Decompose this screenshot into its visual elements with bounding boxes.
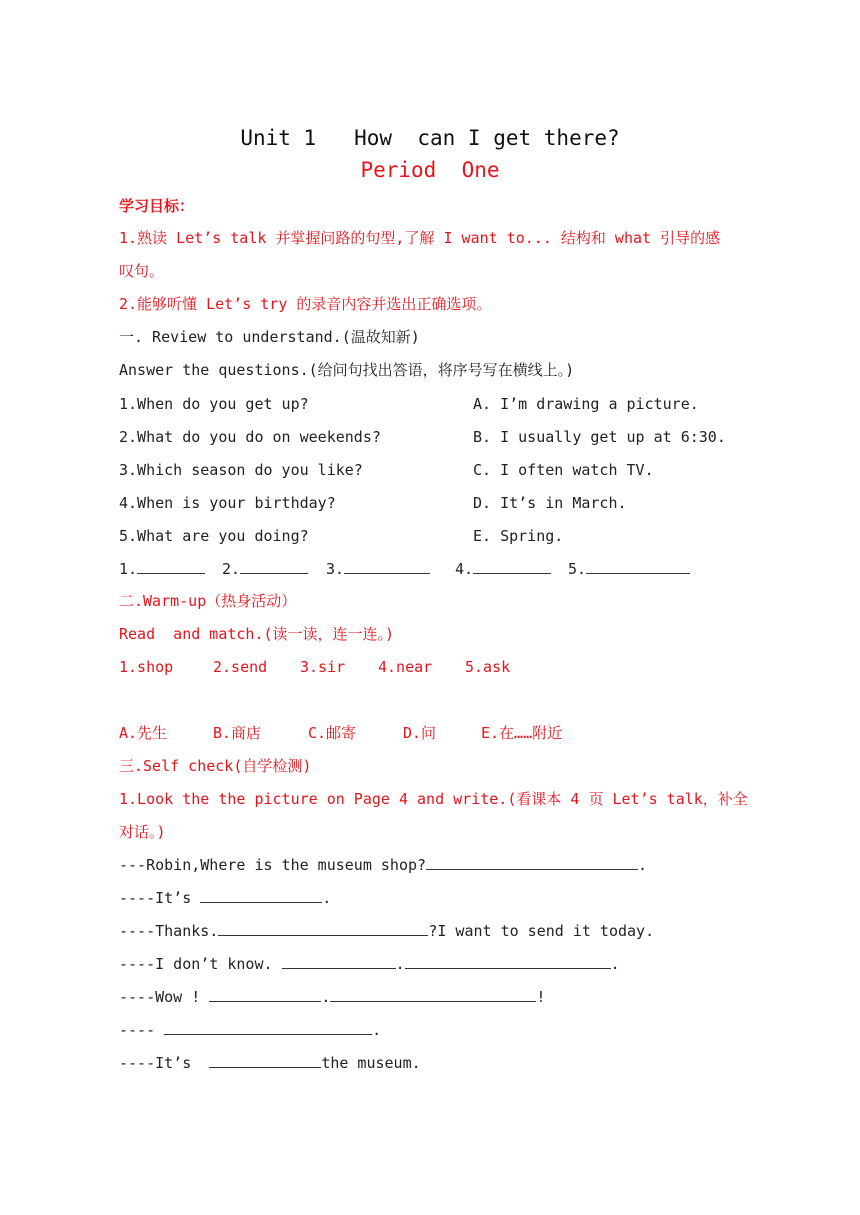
section3-instruction: 1.Look the the picture on Page 4 and write.(看课本 4 页 Let’s talk，补全 [119, 790, 748, 808]
word-5: 5.ask [465, 658, 511, 676]
answer-blank-5[interactable] [568, 559, 690, 579]
objectives-heading: 学习目标： [119, 197, 195, 215]
dialogue-line-2 [119, 888, 331, 908]
section3-instruction-cont: 对话。) [119, 823, 166, 841]
dialogue-line-6 [119, 1020, 381, 1040]
section1-heading: 一. Review to understand.(温故知新) [119, 328, 420, 346]
dialogue-text: ----I don’t know. [119, 955, 282, 973]
dialogue-line-5 [119, 987, 545, 1007]
question-3: 3.Which season do you like? [119, 461, 363, 479]
answer-b: B. I usually get up at 6:30. [473, 428, 726, 446]
word-2: 2.send [213, 658, 268, 676]
section2-instruction: Read and match.(读一读，连一连。) [119, 625, 395, 643]
dialogue-text: . [638, 856, 648, 874]
dialogue-text: . [395, 955, 405, 973]
meaning-a: A.先生 [119, 724, 168, 742]
question-2: 2.What do you do on weekends? [119, 428, 381, 446]
fill-blank[interactable] [209, 987, 321, 1002]
dialogue-line-1 [119, 855, 647, 875]
meaning-e: E.在……附近 [481, 724, 563, 742]
answer-blank-label: 5. [568, 560, 587, 578]
fill-blank[interactable] [209, 1053, 321, 1068]
answer-blank-2[interactable] [222, 559, 308, 579]
fill-blank[interactable] [164, 1020, 372, 1035]
answer-d: D. It’s in March. [473, 494, 627, 512]
answer-blank-label: 4. [455, 560, 474, 578]
meaning-b: B.商店 [213, 724, 262, 742]
answer-a: A. I’m drawing a picture. [473, 395, 699, 413]
dialogue-line-3 [119, 921, 654, 941]
dialogue-text: ----It’s [119, 889, 201, 907]
answer-blank-label: 3. [326, 560, 345, 578]
dialogue-text: ---- [119, 1021, 165, 1039]
fill-blank[interactable] [218, 921, 428, 936]
fill-blank[interactable] [200, 888, 322, 903]
meaning-c: C.邮寄 [308, 724, 357, 742]
section2-heading: 二.Warm-up（热身活动） [119, 592, 297, 610]
question-4: 4.When is your birthday? [119, 494, 336, 512]
answer-blank-4[interactable] [455, 559, 551, 579]
fill-blank[interactable] [405, 954, 611, 969]
fill-blank[interactable] [330, 987, 536, 1002]
section1-instruction: Answer the questions.(给问句找出答语，将序号写在横线上。) [119, 361, 575, 379]
dialogue-line-4 [119, 954, 620, 974]
word-4: 4.near [378, 658, 433, 676]
objective-2: 2.能够听懂 Let’s try 的录音内容并选出正确选项。 [119, 295, 492, 313]
page-subtitle: Period One [360, 158, 500, 182]
dialogue-text: the museum. [321, 1054, 421, 1072]
dialogue-line-7 [119, 1053, 421, 1073]
question-5: 5.What are you doing? [119, 527, 309, 545]
word-3: 3.sir [300, 658, 346, 676]
answer-blank-1[interactable] [119, 559, 205, 579]
objective-1-cont: 叹句。 [119, 262, 165, 280]
dialogue-text: . [610, 955, 620, 973]
answer-e: E. Spring. [473, 527, 564, 545]
dialogue-text: . [372, 1021, 382, 1039]
dialogue-text: ----It’s [119, 1054, 210, 1072]
dialogue-text: ----Wow ! [119, 988, 210, 1006]
fill-blank[interactable] [282, 954, 396, 969]
dialogue-text: ! [536, 988, 546, 1006]
dialogue-text: ?I want to send it today. [428, 922, 655, 940]
word-1: 1.shop [119, 658, 174, 676]
answer-c: C. I often watch TV. [473, 461, 654, 479]
dialogue-text: ----Thanks. [119, 922, 219, 940]
answer-blank-label: 2. [222, 560, 241, 578]
page-title: Unit 1 How can I get there? [240, 126, 620, 150]
section3-heading: 三.Self check(自学检测) [119, 757, 312, 775]
dialogue-text: . [321, 988, 331, 1006]
dialogue-text: ---Robin,Where is the museum shop? [119, 856, 427, 874]
fill-blank[interactable] [426, 855, 638, 870]
answer-blank-label: 1. [119, 560, 138, 578]
dialogue-text: . [322, 889, 332, 907]
answer-blank-3[interactable] [326, 559, 430, 579]
meaning-d: D.问 [403, 724, 437, 742]
question-1: 1.When do you get up? [119, 395, 309, 413]
objective-1: 1.熟读 Let’s talk 并掌握问路的句型,了解 I want to... 结构和 what 引导的感 [119, 229, 721, 247]
